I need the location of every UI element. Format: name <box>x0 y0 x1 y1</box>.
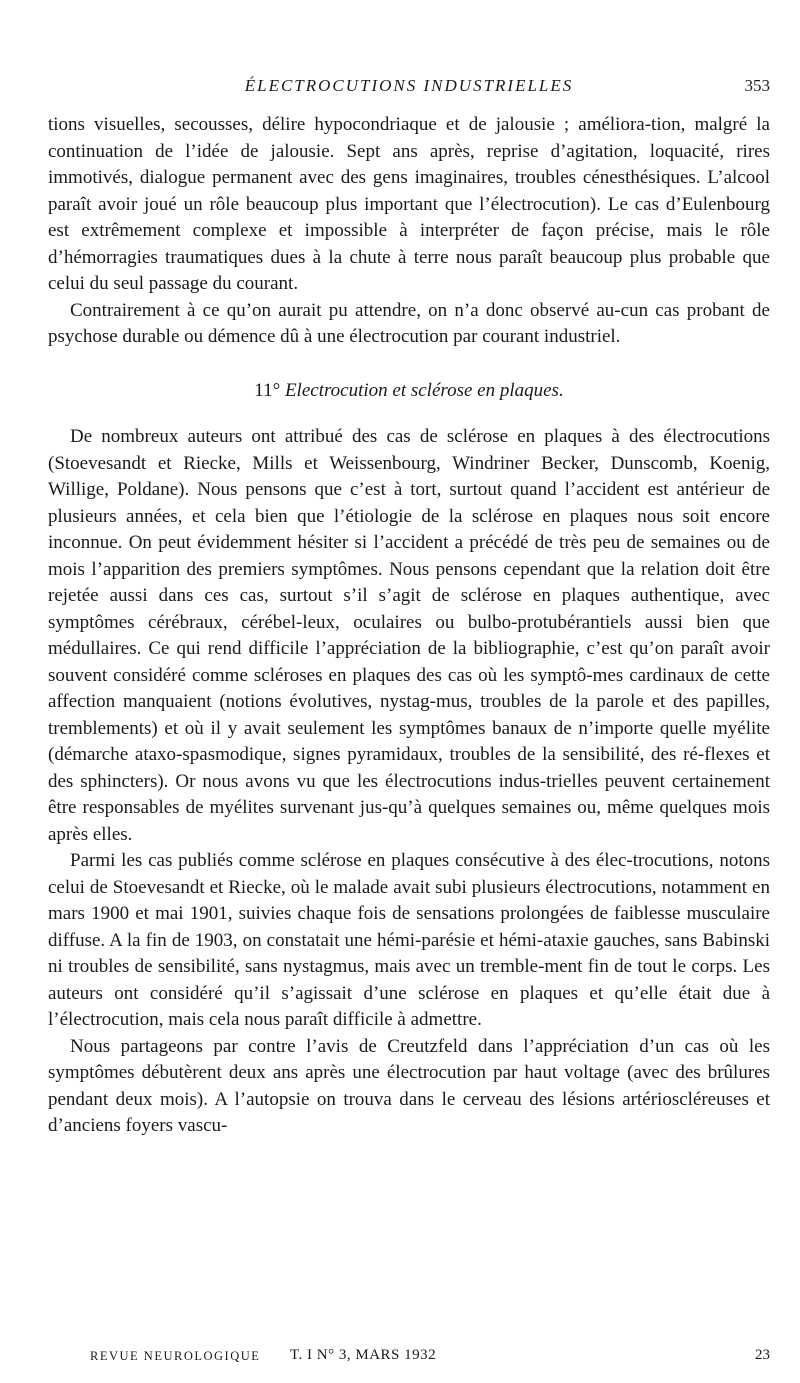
section-title: Electrocution et sclérose en plaques. <box>284 379 564 401</box>
running-title: ÉLECTROCUTIONS INDUSTRIELLES <box>244 76 574 95</box>
paragraph-continued: tions visuelles, secousses, délire hypocondriaque et de jalousie ; améliora-tion, malgré la continuation de l’idée de jalousie. Sept ans après, reprise d’agitation, loquacité, rires immotivés, dialogue permanent avec des gens imaginaires, troubles cénesthésiques. L’alcool paraît avoir joué un rôle beaucoup plus important que l’électrocution). Le cas d’Eulenbourg est extrêmement complexe et impossible à interpréter de façon précise, mais le rôle d’hémorragies traumatiques dues à la chute à terre nous paraît beaucoup plus probable que celui du seul passage du courant. <box>48 114 770 294</box>
issue-info: T. I N° 3, MARS 1932 <box>290 1347 437 1363</box>
page-footer <box>90 1347 770 1369</box>
running-header <box>48 76 770 100</box>
paragraph-authors: De nombreux auteurs ont attribué des cas de sclérose en plaques à des électrocutions (Stoevesandt et Riecke, Mills et Weissenbourg, Windriner Becker, Dunscomb, Koenig, Willige, Poldane). Nous pensons que c’est à tort, surtout quand l’accident est antérieur de plusieurs années, et cela bien que l’étiologie de la sclérose en plaques nous soit encore inconnue. On peut évidemment hésiter si l’accident a précédé de très peu de semaines ou de mois l’apparition des premiers symptômes. Nous pensons cependant que la relation doit être rejetée aussi dans ces cas, surtout s’il s’agit de sclérose en plaques authentique, avec symptômes cérébraux, cérébel-leux, oculaires ou bulbo-protubérantiels aussi bien que médullaires. Ce qui rend difficile l’appréciation de la bibliographie, c’est qu’on paraît avoir souvent considéré comme scléroses en plaques des cas où les symptô-mes cardinaux de cette affection manquaient (notions évolutives, nystag-mus, troubles de la parole et des papilles, tremblements) et où il y avait seulement les symptômes banaux de n’importe quelle myélite (démarche ataxo-spasmodique, signes pyramidaux, troubles de la sensibilité, des ré-flexes et des sphincters). Or nous avons vu que les électrocutions indus-trielles peuvent certainement être responsables de myélites survenant jus-qu’à quelques semaines ou, même quelques mois après elles. <box>48 426 770 845</box>
signature-mark: 23 <box>755 1347 770 1363</box>
paragraph-creutzfeld: Nous partageons par contre l’avis de Creutzfeld dans l’appréciation d’un cas où les symptômes débutèrent deux ans après une électrocution par haut voltage (avec des brûlures pendant deux mois). A l’autopsie on trouva dans le cerveau des lésions artérioscléreuses et d’anciens foyers vascu- <box>48 1035 770 1136</box>
section-number: 11° <box>254 379 281 401</box>
paragraph-conclusion: Contrairement à ce qu’on aurait pu attendre, on n’a donc observé au-cun cas probant de psychose durable ou démence dû à une électrocution par courant industriel. <box>48 299 770 347</box>
body-text <box>48 112 770 1140</box>
journal-name: REVUE NEUROLOGIQUE <box>90 1349 261 1363</box>
page-number: 353 <box>744 76 770 95</box>
paragraph-published-cases: Parmi les cas publiés comme sclérose en plaques consécutive à des élec-trocutions, notons celui de Stoevesandt et Riecke, où le malade avait subi plusieurs électrocutions, notamment en mars 1900 et mai 1901, suivies chaque fois de sensations prolongées de faiblesse musculaire diffuse. A la fin de 1903, on constatait une hémi-parésie et hémi-ataxie gauches, sans Babinski ni troubles de sensibilité, sans nystagmus, mais avec un tremble-ment fin de tout le corps. Les auteurs ont considéré qu’il s’agissait d’une sclérose en plaques et qu’elle était due à l’électrocution, mais cela nous paraît difficile à admettre. <box>48 850 770 1030</box>
section-heading <box>48 378 770 405</box>
